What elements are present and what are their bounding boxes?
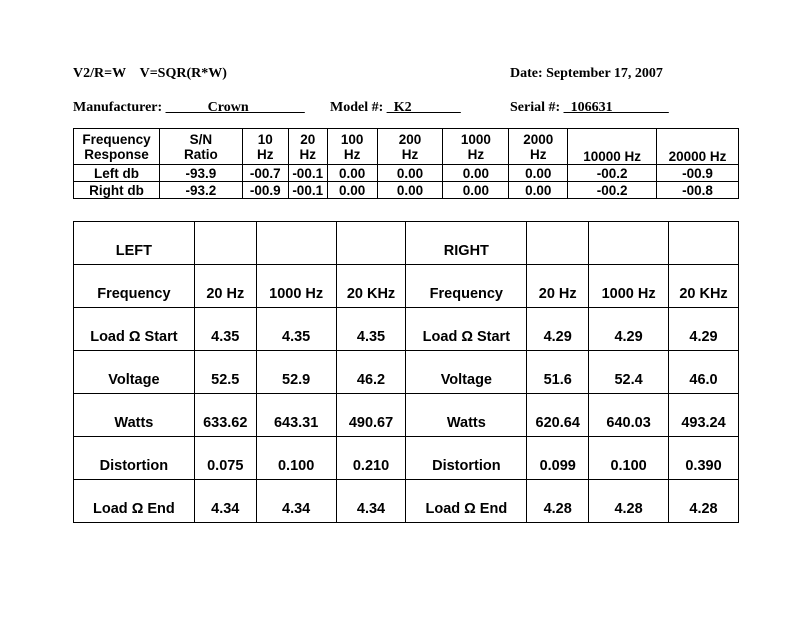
table-row: [74, 265, 739, 308]
table-row: [74, 308, 739, 351]
table-row: [74, 222, 739, 265]
table-cell: 4.28: [669, 480, 739, 523]
table-cell: 0.00: [327, 165, 377, 182]
row-label-cell: Load Ω Start: [74, 308, 195, 351]
table-cell: 0.099: [527, 437, 589, 480]
table-cell: 0.00: [377, 182, 443, 199]
table-row: [74, 182, 739, 199]
row-label-cell: Distortion: [74, 437, 195, 480]
table-cell: -00.1: [288, 165, 327, 182]
table-cell: 4.29: [669, 308, 739, 351]
table-cell: 20 KHz: [669, 265, 739, 308]
table-cell: 4.28: [589, 480, 669, 523]
table-cell: -00.2: [568, 182, 657, 199]
row-label-cell: LEFT: [74, 222, 195, 265]
table-cell: 0.00: [509, 182, 568, 199]
table-cell: 1000 Hz: [589, 265, 669, 308]
power-measurement-table: [73, 221, 739, 523]
manufacturer-label: Manufacturer:: [73, 100, 166, 115]
header-cell: Frequency Response: [74, 129, 160, 165]
table-cell: [194, 222, 256, 265]
table-cell: 52.9: [256, 351, 336, 394]
header-cell: 100 Hz: [327, 129, 377, 165]
table-cell: [527, 222, 589, 265]
manufacturer-value: ______Crown________: [165, 100, 305, 115]
row-label-cell: Watts: [74, 394, 195, 437]
header-cell: 1000 Hz: [443, 129, 509, 165]
table-cell: -93.9: [159, 165, 242, 182]
row-label-cell: Frequency: [406, 265, 527, 308]
table-cell: 0.100: [256, 437, 336, 480]
table-cell: [336, 222, 406, 265]
table-cell: -93.2: [159, 182, 242, 199]
manufacturer-line: [73, 100, 305, 116]
table-cell: -00.1: [288, 182, 327, 199]
header-cell: S/N Ratio: [159, 129, 242, 165]
table-cell: 0.075: [194, 437, 256, 480]
table-cell: 46.0: [669, 351, 739, 394]
table-cell: 640.03: [589, 394, 669, 437]
table-cell: 4.29: [527, 308, 589, 351]
model-line: [330, 100, 461, 116]
table-cell: 20 KHz: [336, 265, 406, 308]
header-cell: 200 Hz: [377, 129, 443, 165]
header-cell: 10000 Hz: [568, 129, 657, 165]
row-label-cell: Load Ω End: [406, 480, 527, 523]
table-cell: 0.00: [327, 182, 377, 199]
table-cell: 52.4: [589, 351, 669, 394]
row-label-cell: Distortion: [406, 437, 527, 480]
table-cell: 620.64: [527, 394, 589, 437]
row-label-cell: Load Ω Start: [406, 308, 527, 351]
table-cell: 643.31: [256, 394, 336, 437]
row-label-cell: Load Ω End: [74, 480, 195, 523]
model-label: Model #:: [330, 100, 387, 115]
date-text: Date: September 17, 2007: [510, 66, 663, 81]
table-cell: 20 Hz: [527, 265, 589, 308]
table-cell: 4.35: [256, 308, 336, 351]
table-row: [74, 480, 739, 523]
row-label-left-db: Left db: [74, 165, 160, 182]
table-cell: [256, 222, 336, 265]
frequency-response-table: [73, 128, 739, 199]
serial-line: [510, 100, 669, 116]
table-row: [74, 165, 739, 182]
table-cell: 46.2: [336, 351, 406, 394]
table-cell: 4.34: [256, 480, 336, 523]
table-cell: -00.9: [657, 165, 739, 182]
table-cell: 4.34: [194, 480, 256, 523]
table-cell: 0.00: [377, 165, 443, 182]
table-cell: [669, 222, 739, 265]
table-cell: -00.7: [242, 165, 288, 182]
header-cell: 2000 Hz: [509, 129, 568, 165]
row-label-cell: RIGHT: [406, 222, 527, 265]
header-cell: 20 Hz: [288, 129, 327, 165]
table-cell: [589, 222, 669, 265]
row-label-cell: Watts: [406, 394, 527, 437]
table-cell: 0.00: [509, 165, 568, 182]
table-cell: 51.6: [527, 351, 589, 394]
serial-label: Serial #:: [510, 100, 564, 115]
table-cell: 4.28: [527, 480, 589, 523]
table-cell: 4.35: [194, 308, 256, 351]
table-cell: 0.210: [336, 437, 406, 480]
table-cell: 633.62: [194, 394, 256, 437]
header-cell: 10 Hz: [242, 129, 288, 165]
table-cell: -00.8: [657, 182, 739, 199]
table-cell: 20 Hz: [194, 265, 256, 308]
model-value: _K2_______: [386, 100, 461, 115]
table-cell: 493.24: [669, 394, 739, 437]
table-row: [74, 394, 739, 437]
serial-value: _106631________: [563, 100, 669, 115]
table-cell: 1000 Hz: [256, 265, 336, 308]
row-label-right-db: Right db: [74, 182, 160, 199]
table-cell: 4.35: [336, 308, 406, 351]
table-cell: 52.5: [194, 351, 256, 394]
table-cell: -00.9: [242, 182, 288, 199]
row-label-cell: Voltage: [406, 351, 527, 394]
table-cell: 4.34: [336, 480, 406, 523]
formula-text: V2/R=W V=SQR(R*W): [73, 66, 227, 81]
frequency-header-row: [74, 129, 739, 165]
table-cell: 0.00: [443, 182, 509, 199]
row-label-cell: Voltage: [74, 351, 195, 394]
row-label-cell: Frequency: [74, 265, 195, 308]
header-cell: 20000 Hz: [657, 129, 739, 165]
table-cell: 0.00: [443, 165, 509, 182]
table-cell: 0.100: [589, 437, 669, 480]
table-row: [74, 351, 739, 394]
table-cell: 0.390: [669, 437, 739, 480]
table-row: [74, 437, 739, 480]
table-cell: 490.67: [336, 394, 406, 437]
table-cell: 4.29: [589, 308, 669, 351]
table-cell: -00.2: [568, 165, 657, 182]
